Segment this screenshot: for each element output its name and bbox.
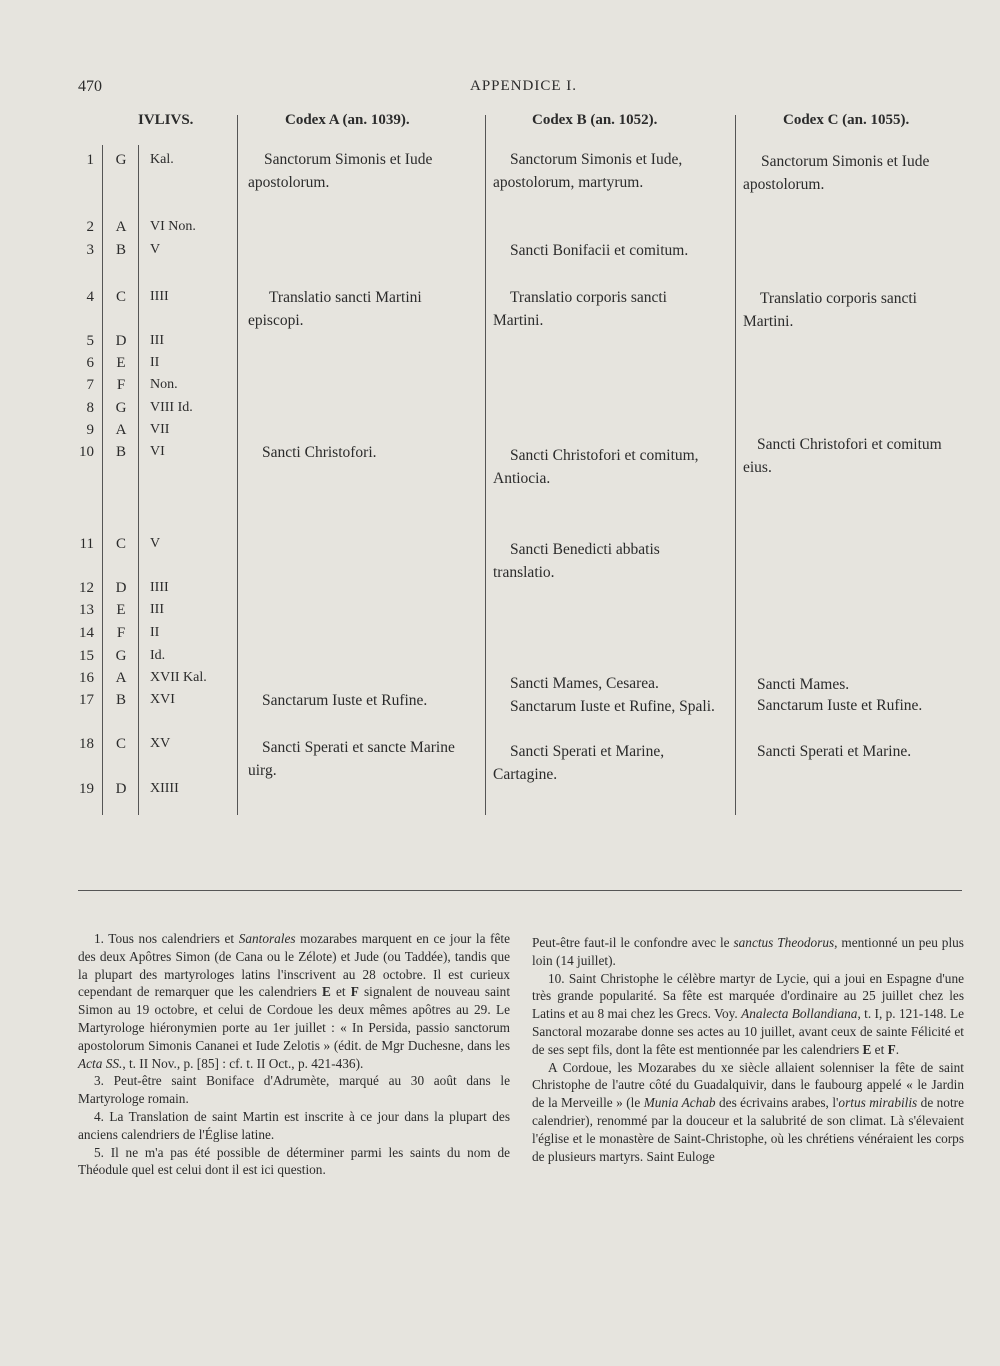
day-number: 13 xyxy=(79,602,94,618)
codex-c-entry: Sancti Sperati et Marine. xyxy=(757,743,912,760)
day-number: 10 xyxy=(79,444,94,460)
column-rule xyxy=(485,115,486,815)
column-rule xyxy=(735,115,736,815)
footnotes-left xyxy=(78,930,510,1179)
day-number: 8 xyxy=(86,400,94,416)
dominical-letter: F xyxy=(116,625,126,641)
day-number: 1 xyxy=(86,152,94,168)
roman-date: XVI xyxy=(150,692,175,707)
page-number: 470 xyxy=(78,78,102,95)
dominical-letter: A xyxy=(115,219,127,235)
roman-date: II xyxy=(150,355,160,370)
roman-date: XVII Kal. xyxy=(150,670,207,685)
codex-c-entry: Sanctorum Simonis et Iude apostolorum. xyxy=(743,153,930,193)
roman-date: Kal. xyxy=(150,152,174,167)
dominical-letter: A xyxy=(115,422,127,438)
column-rule xyxy=(237,115,238,815)
codex-b-entry: Sancti Bonifacii et comitum. xyxy=(510,242,689,259)
dominical-letter: G xyxy=(115,400,127,416)
codex-b-entry: Sancti Christofori et comitum, Antiocia. xyxy=(493,447,699,487)
running-title: APPENDICE I. xyxy=(470,78,578,94)
day-number: 5 xyxy=(86,333,94,349)
codex-c-entry: Sancti Mames. xyxy=(757,676,850,693)
footnote-3: 3. Peut-être saint Boniface d'Adrumète, marqué au 30 août dans le Martyrologe romain. xyxy=(78,1073,510,1107)
day-number: 6 xyxy=(86,355,94,371)
roman-date: IIII xyxy=(150,289,169,304)
footnote-4: 4. La Translation de saint Martin est inscrite à ce jour dans la plupart des anciens calendriers de l'Église latine. xyxy=(78,1108,510,1142)
dominical-letter: D xyxy=(115,333,127,349)
footnote-10: 10. Saint Christophe le célèbre martyr de Lycie, qui a joui en Espagne d'une très grande popularité. Sa fête est marquée d'ordinaire au 25 juillet chez les Latins et au 8 mai chez les Grecs. Voy. Analecta Bollandiana, t. I, p. 121-148. Le Sanctoral mozarabe donne ses actes au 10 juillet, avant ceux de sainte Félicité et de ses sept fils, dont la fête est mentionnée par les calendriers E et F. xyxy=(532,970,964,1057)
dominical-letter: E xyxy=(116,602,126,618)
month-header: IVLIVS. xyxy=(138,112,194,128)
codex-c-entry: Sancti Christofori et comitum eius. xyxy=(743,436,942,476)
dominical-letter: G xyxy=(115,152,127,168)
roman-date: V xyxy=(150,242,161,257)
codex-b-header: Codex B (an. 1052). xyxy=(532,112,658,128)
roman-date: V xyxy=(150,536,161,551)
day-number: 18 xyxy=(79,736,94,752)
dominical-letter: F xyxy=(116,377,126,393)
codex-b-entry: Sancti Mames, Cesarea. xyxy=(510,675,659,692)
codex-b-entry: Translatio corporis sancti Martini. xyxy=(493,289,667,329)
day-number: 2 xyxy=(86,219,94,235)
footnote-1: 1. Tous nos calendriers et Santorales mozarabes marquent en ce jour la fête des deux Apôtres Simon (de Cana ou le Zélote) et Jude (ou Taddée), tandis que la plupart des martyrologes latins l'inscrivent au 28 octobre. Il est curieux cependant de remarquer que les calendriers E et F signalent de nouveau saint Simon au 19 octobre, et celui de Cordoue les deux mêmes apôtres au 29. Le Martyrologe hiéronymien porte au 1er juillet : « In Persida, passio sanctorum apostolorum Simonis Cananei et Iude Zelotis » (édit. de Mgr Duchesne, dans les Acta SS., t. II Nov., p. [85] : cf. t. II Oct., p. 421-436). xyxy=(78,931,511,1071)
column-rule xyxy=(102,145,103,815)
codex-a-entry: Translatio sancti Martini episcopi. xyxy=(248,289,422,329)
footnote-5: 5. Il ne m'a pas été possible de déterminer parmi les saints du nom de Théodule quel est celui dont il est ici question. xyxy=(78,1144,510,1178)
day-number: 11 xyxy=(79,536,94,552)
dominical-letter: A xyxy=(115,670,127,686)
codex-b-entry: Sancti Sperati et Marine, Cartagine. xyxy=(493,743,665,783)
footnotes-right xyxy=(532,934,964,1165)
dominical-letter: D xyxy=(115,781,127,797)
footnote-continuation: Peut-être faut-il le confondre avec le sanctus Theodorus, mentionné un peu plus loin (14 juillet). xyxy=(532,935,964,968)
roman-date: II xyxy=(150,625,160,640)
roman-date: III xyxy=(150,602,164,617)
column-rule xyxy=(138,145,139,815)
codex-c-entry: Translatio corporis sancti Martini. xyxy=(743,290,917,330)
day-number: 3 xyxy=(86,242,94,258)
roman-date: VII xyxy=(150,422,170,437)
codex-a-entry: Sancti Sperati et sancte Marine uirg. xyxy=(248,739,455,779)
day-number: 7 xyxy=(86,377,94,393)
footnote-rule xyxy=(78,890,962,891)
day-number: 16 xyxy=(79,670,94,686)
day-number: 12 xyxy=(79,580,94,596)
dominical-letter: C xyxy=(115,536,126,552)
day-number: 14 xyxy=(79,625,94,641)
roman-date: IIII xyxy=(150,580,169,595)
dominical-letter: B xyxy=(115,692,126,708)
dominical-letter: D xyxy=(115,580,127,596)
roman-date: III xyxy=(150,333,164,348)
codex-a-entry: Sanctarum Iuste et Rufine. xyxy=(262,692,428,709)
roman-date: Non. xyxy=(150,377,178,392)
day-number: 9 xyxy=(86,422,94,438)
footnote-10-cont: A Cordoue, les Mozarabes du xe siècle allaient solenniser la fête de saint Christophe de l'autre côté du Guadalquivir, dans le faubourg appelé « le Jardin de la Merveille » (le Munia Achab des écrivains arabes, l'ortus mirabilis de notre calendrier), renommé par la douceur et la salubrité de son climat. Là s'élevaient l'église et le monastère de Saint-Christophe, où les chrétiens vénéraient les corps de plusieurs martyrs. Saint Euloge xyxy=(532,1059,964,1164)
roman-date: VIII Id. xyxy=(150,400,193,415)
codex-a-header: Codex A (an. 1039). xyxy=(285,112,410,128)
codex-a-entry: Sancti Christofori. xyxy=(262,444,377,461)
dominical-letter: C xyxy=(115,736,126,752)
day-number: 15 xyxy=(79,648,94,664)
day-number: 4 xyxy=(86,289,94,305)
dominical-letter: E xyxy=(116,355,126,371)
roman-date: VI xyxy=(150,444,165,459)
codex-b-entry: Sanctorum Simonis et Iude, apostolorum, martyrum. xyxy=(493,151,683,191)
codex-c-entry: Sanctarum Iuste et Rufine. xyxy=(757,697,923,714)
codex-c-header: Codex C (an. 1055). xyxy=(783,112,910,128)
codex-b-entry: Sancti Benedicti abbatis translatio. xyxy=(493,541,660,581)
roman-date: VI Non. xyxy=(150,219,196,234)
dominical-letter: C xyxy=(115,289,126,305)
codex-b-entry: Sanctarum Iuste et Rufine, Spali. xyxy=(510,698,715,715)
dominical-letter: B xyxy=(115,242,126,258)
day-number: 19 xyxy=(79,781,94,797)
dominical-letter: G xyxy=(115,648,127,664)
dominical-letter: B xyxy=(115,444,126,460)
roman-date: XV xyxy=(150,736,171,751)
roman-date: XIIII xyxy=(150,781,179,796)
roman-date: Id. xyxy=(150,648,166,663)
codex-a-entry: Sanctorum Simonis et Iude apostolorum. xyxy=(248,151,433,191)
day-number: 17 xyxy=(79,692,94,708)
